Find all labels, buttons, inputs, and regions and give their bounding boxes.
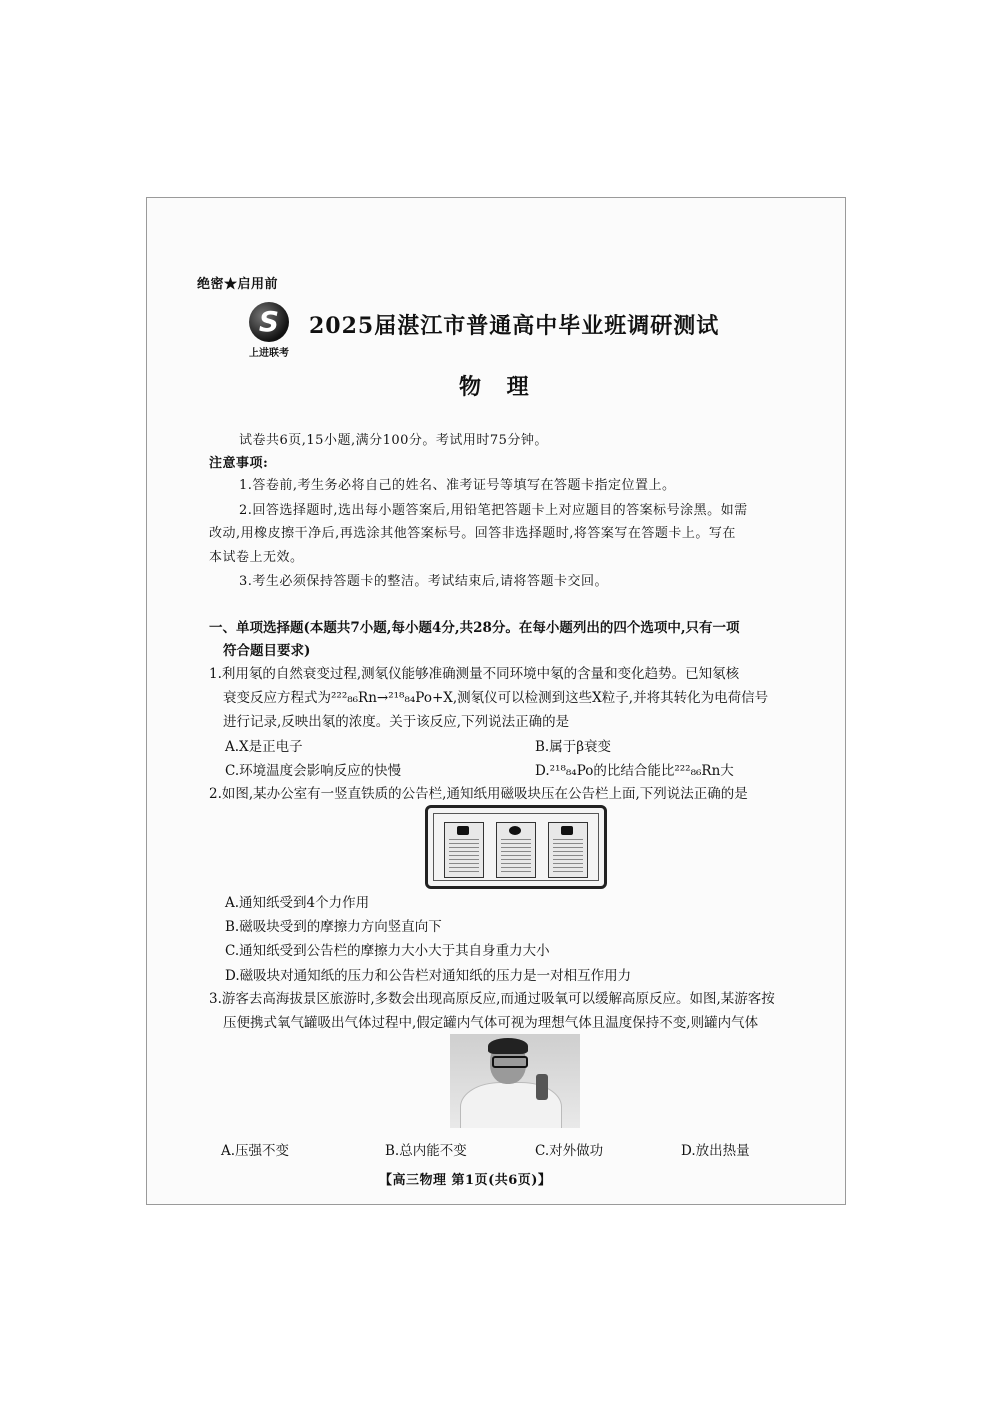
q3-option-a: A.压强不变	[221, 1143, 290, 1159]
notice-item-2-end: 本试卷上无效。	[209, 550, 304, 565]
q3-option-c: C.对外做功	[535, 1143, 604, 1159]
notice-paper	[496, 822, 536, 878]
logo-caption: 上进联考	[249, 348, 289, 359]
page-footer: 【高三物理 第1页(共6页)】	[379, 1173, 552, 1188]
q3-stem-line1: 3.游客去高海拔景区旅游时,多数会出现高原反应,而通过吸氧可以缓解高原反应。如图,某游客按	[209, 991, 775, 1007]
q3-option-d: D.放出热量	[681, 1143, 750, 1159]
notice-paper	[548, 822, 588, 878]
q1-option-a: A.X是正电子	[225, 739, 303, 755]
subject-title: 物 理	[459, 374, 529, 400]
q2-option-d: D.磁吸块对通知纸的压力和公告栏对通知纸的压力是一对相互作用力	[225, 968, 632, 984]
q1-stem-line2: 衰变反应方程式为²²²₈₆Rn→²¹⁸₈₄Po+X,测氡仪可以检测到这些X粒子,并将其转化为电荷信号	[223, 690, 769, 706]
q3-stem-line2: 压便携式氧气罐吸出气体过程中,假定罐内气体可视为理想气体且温度保持不变,则罐内气体	[223, 1015, 759, 1031]
q2-stem: 2.如图,某办公室有一竖直铁质的公告栏,通知纸用磁吸块压在公告栏上面,下列说法正确的是	[209, 786, 748, 802]
notice-title: 注意事项:	[209, 456, 269, 471]
q1-option-d: D.²¹⁸₈₄Po的比结合能比²²²₈₆Rn大	[535, 763, 734, 779]
q1-stem-line3: 进行记录,反映出氡的浓度。关于该反应,下列说法正确的是	[223, 714, 570, 730]
exam-title: 2025届湛江市普通高中毕业班调研测试	[309, 313, 720, 339]
notice-item-2: 2.回答选择题时,选出每小题答案后,用铅笔把答题卡上对应题目的答案标号涂黑。如需	[239, 503, 748, 518]
glasses-icon	[492, 1056, 528, 1068]
q1-option-b: B.属于β衰变	[535, 739, 612, 755]
q1-option-c: C.环境温度会影响反应的快慢	[225, 763, 402, 779]
magnet-icon	[457, 826, 469, 835]
magnet-icon	[561, 826, 573, 835]
q3-option-b: B.总内能不变	[385, 1143, 467, 1159]
section-heading: 一、单项选择题(本题共7小题,每小题4分,共28分。在每小题列出的四个选项中,只有一项	[209, 620, 740, 636]
q2-option-c: C.通知纸受到公告栏的摩擦力大小大于其自身重力大小	[225, 943, 550, 959]
bulletin-board-figure	[425, 805, 607, 889]
notice-item-1: 1.答卷前,考生务必将自己的姓名、准考证号等填写在答题卡指定位置上。	[239, 478, 676, 493]
q1-stem-line1: 1.利用氡的自然衰变过程,测氡仪能够准确测量不同环境中氡的含量和变化趋势。已知氡核	[209, 666, 740, 682]
oxygen-can-icon	[536, 1074, 548, 1100]
section-heading-cont: 符合题目要求)	[223, 643, 311, 659]
exam-page	[146, 197, 846, 1205]
notice-item-2-cont: 改动,用橡皮擦干净后,再选涂其他答案标号。回答非选择题时,将答案写在答题卡上。写在	[209, 526, 736, 541]
magnet-icon	[509, 826, 521, 835]
exam-intro: 试卷共6页,15小题,满分100分。考试用时75分钟。	[239, 433, 548, 448]
confidential-label: 绝密★启用前	[197, 277, 279, 292]
q2-option-a: A.通知纸受到4个力作用	[225, 895, 370, 911]
tourist-oxygen-photo	[450, 1034, 580, 1128]
notice-item-3: 3.考生必须保持答题卡的整洁。考试结束后,请将答题卡交回。	[239, 574, 609, 589]
publisher-logo: S 上进联考	[243, 302, 295, 358]
q2-option-b: B.磁吸块受到的摩擦力方向竖直向下	[225, 919, 442, 935]
notice-paper	[444, 822, 484, 878]
